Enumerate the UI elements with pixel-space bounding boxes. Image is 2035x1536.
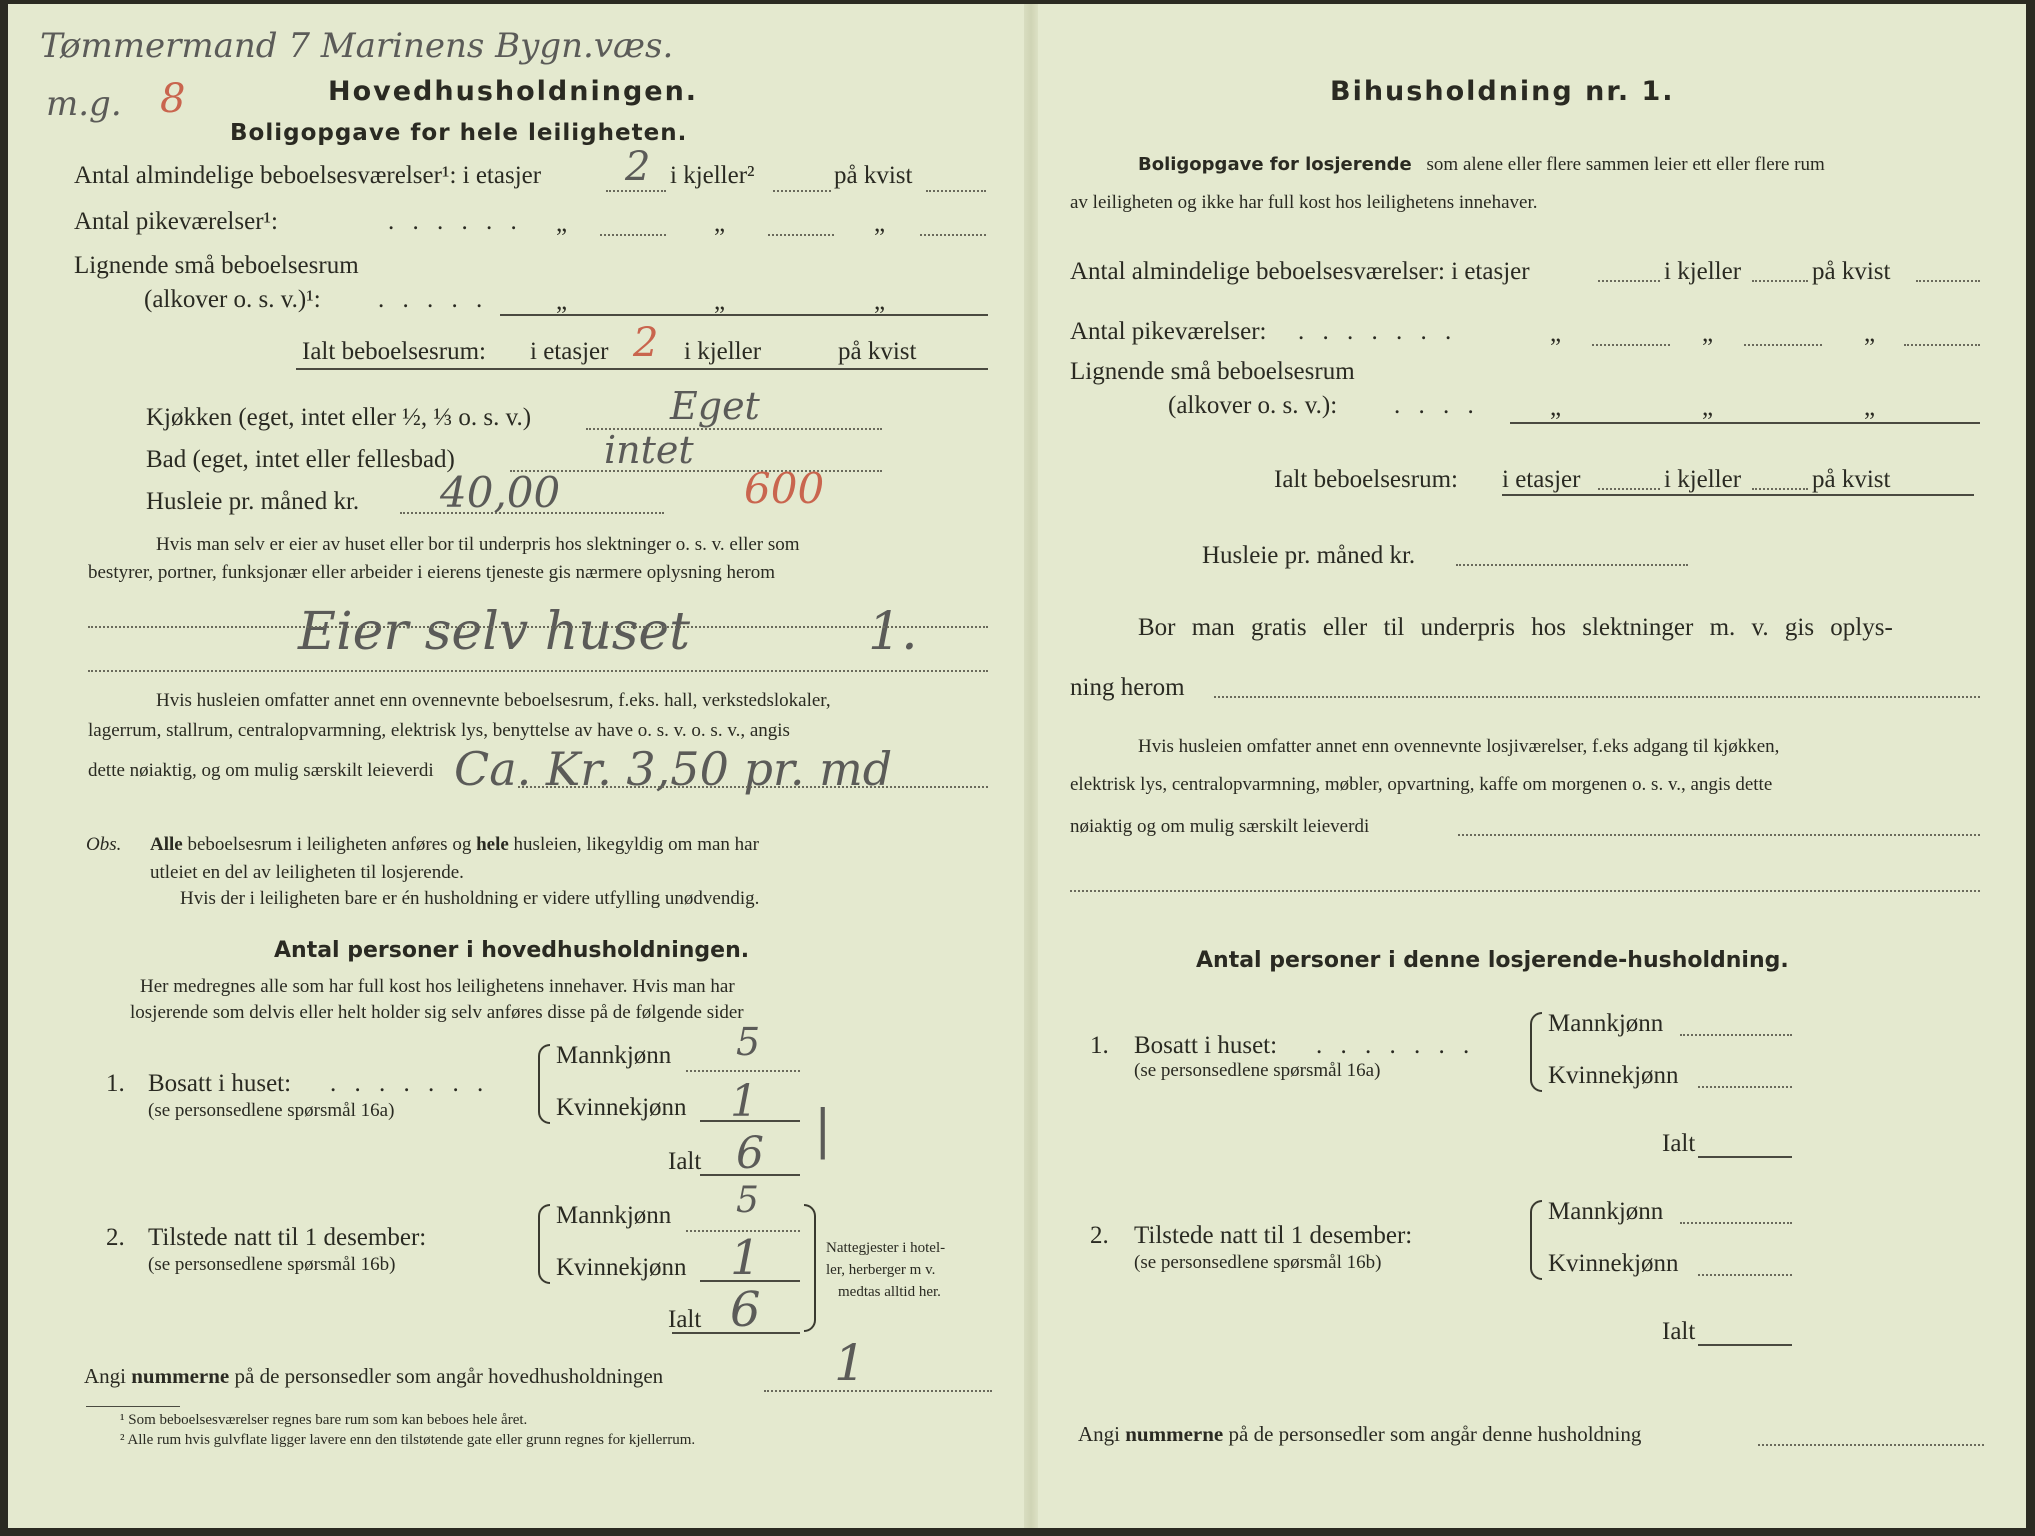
owner-handwritten-number: 1. [868,602,918,662]
lodger-maid-rooms-label: Antal pikeværelser: [1070,318,1267,345]
lodger-rent-label: Husleie pr. måned kr. [1202,542,1416,569]
rooms-kjeller-label: i kjeller² [670,162,755,189]
left-page-subtitle: Boligopgave for hele leiligheten. [230,120,688,146]
rooms-kvist-label: på kvist [834,162,913,189]
rooms-etasjer-value: 2 [625,144,651,190]
rooms-label: Antal almindelige beboelsesværelser¹: i etasjer [74,162,542,189]
kitchen-label: Kjøkken (eget, intet eller ½, ⅓ o. s. v.) [146,404,532,431]
total-rooms-value: 2 [633,320,659,366]
person-numbers-value: 1 [834,1334,866,1392]
rent-label: Husleie pr. måned kr. [146,488,360,515]
footnote-2: ² Alle rum hvis gulvflate ligger lavere enn den tilstøtende gate eller grunn regnes for kjellerrum. [120,1432,696,1448]
small-rooms-sublabel: (alkover o. s. v.)¹: [144,286,321,313]
census-form-sheet: Tømmermand 7 Marinens Bygn.væs. m.g. 8 Hovedhusholdningen. Boligopgave for hele leiligheten. Antal almindelige beboelsesværelser¹: i etasjer 2 i kjeller² på kvist Antal pikeværelser¹: . . . . . . „ „ „ Lignende små beboelsesrum (alkover o. s. v.)¹: . . . . . „ „ „ Ialt beboelsesrum: i etasjer 2 i kjeller på kvist Kjøkken (eget, intet eller ½, ⅓ o. s. v.) Eget Bad (eget, intet eller fellesbad) intet Husleie pr. måned kr. 40,00 600 Hvis man selv er eier av huset eller bor til underpris hos slektninger o. s. v. eller som bestyrer, portner, funksjonær eller arbeider i eierens tjeneste gis nærmere oplysning herom Eier selv huset 1. Hvis husleien omfatter annet enn ovennevnte beboelsesrum, f.eks. hall, verkstedslokaler, lagerrum, stallrum, centralopvarmning, elektrisk lys, benyttelse av have o. s. v. o. s. v., angis dette nøiaktig, og om mulig særskilt leieverdi Ca. Kr. 3,50 pr. md Obs. Alle beboelsesrum i leiligheten anføres og hele husleien, likegyldig om man har utleiet en del av leiligheten til losjerende. Hvis der i leiligheten bare er én husholdning er videre utfylling unødvendig. Antal personer i hovedhusholdningen. Her medregnes alle som har full kost hos leilighetens innehaver. Hvis man har losjerende som delvis eller helt holder sig selv anføres disse på de følgende sider 1. Bosatt i huset: . . . . . . . (se personsedlene spørsmål 16a) Mannkjønn 5 Kvinnekjønn 1 Ialt 6 | 2. Tilstede natt til 1 desember: (se personsedlene spørsmål 16b) Mannkjønn 5 Kvinnekjønn 1 Ialt 6 Nattegjester i hotel- ler, herberger m v. medtas alltid her. Angi nummerne på de personsedler som angår hovedhusholdningen 1 ¹ Som beboelsesværelser regnes bare rum som kan beboes hele året. ² Alle rum hvis gulvflate ligger lavere enn den tilstøtende gate eller grunn regnes for kjellerrum. Bihusholdning nr. 1. Boligopgave for losjerende som alene eller flere sammen leier ett eller flere rum av leiligheten og ikke har full kost hos leilighetens innehaver. Antal almindelige beboelsesværelser: i etasjer i kjeller på kvist Antal pikeværelser: . . . . . . . „ „ „ Lignende små beboelsesrum (alkover o. s. v.): . . . . „ „ „ Ialt beboelsesrum: i etasjer i kjeller på kvist Husleie pr. måned kr. Bor man gratis eller til underpris hos slektninger m. v. gis oplys- ning herom Hvis husleien omfatter annet enn ovennevnte losjiværelser, f.eks adgang til kjøkken, elektrisk lys, centralopvarmning, møbler, opvartning, kaffe om morgenen o. s. v., angis dette nøiaktig og om mulig særskilt leieverdi Antal personer i denne losjerende-husholdning. 1. Bosatt i huset: . . . . . . . (se personsedlene spørsmål 16a) Mannkjønn Kvinnekjønn Ialt 2. Tilstede natt til 1 desember: (se personsedlene spørsmål 16b) Mannkjønn Kvinnekjønn Ialt Angi nummerne på de personsedler som angår denne husholdning [8,4,2026,1528]
q2-total-value: 6 [730,1282,761,1338]
footnote-1: ¹ Som beboelsesværelser regnes bare rum som kan beboes hele året. [120,1412,528,1428]
resident-label: Bosatt i huset: [148,1070,292,1097]
q1-female-value: 1 [730,1076,758,1127]
total-rooms-label: Ialt beboelsesrum: [302,338,486,365]
owner-handwritten: Eier selv huset [298,602,691,662]
lodger-persons-title: Antal personer i denne losjerende-husholdning. [1196,948,1789,973]
lodger-small-rooms-label: Lignende små beboelsesrum [1070,358,1355,385]
maid-rooms-label: Antal pikeværelser¹: [74,208,278,235]
q2-male-value: 5 [736,1180,759,1221]
handwritten-code: m.g. [46,84,122,124]
lodger-rooms-label: Antal almindelige beboelsesværelser: i etasjer [1070,258,1530,285]
handwritten-code-number: 8 [160,76,186,122]
left-page-title: Hovedhusholdningen. [328,76,699,107]
q1-male-value: 5 [736,1020,761,1064]
small-rooms-label: Lignende små beboelsesrum [74,252,359,279]
q2-female-value: 1 [730,1230,761,1286]
rent-value: 40,00 [440,468,561,517]
lodger-total-rooms-label: Ialt beboelsesrum: [1274,466,1458,493]
lodger-resident-label: Bosatt i huset: [1134,1032,1278,1059]
extras-handwritten: Ca. Kr. 3,50 pr. md [454,742,893,796]
handwritten-occupation: Tømmermand 7 Marinens Bygn.væs. [40,26,674,66]
bath-value: intet [604,428,694,472]
present-label: Tilstede natt til 1 desember: [148,1224,427,1251]
rent-red-note: 600 [744,464,825,513]
q1-total-value: 6 [736,1128,764,1179]
right-page-title: Bihusholdning nr. 1. [1330,76,1675,107]
persons-title: Antal personer i hovedhusholdningen. [274,938,750,963]
lodger-present-label: Tilstede natt til 1 desember: [1134,1222,1413,1249]
kitchen-value: Eget [670,384,760,428]
bath-label: Bad (eget, intet eller fellesbad) [146,446,455,473]
page-fold [1024,4,1038,1528]
